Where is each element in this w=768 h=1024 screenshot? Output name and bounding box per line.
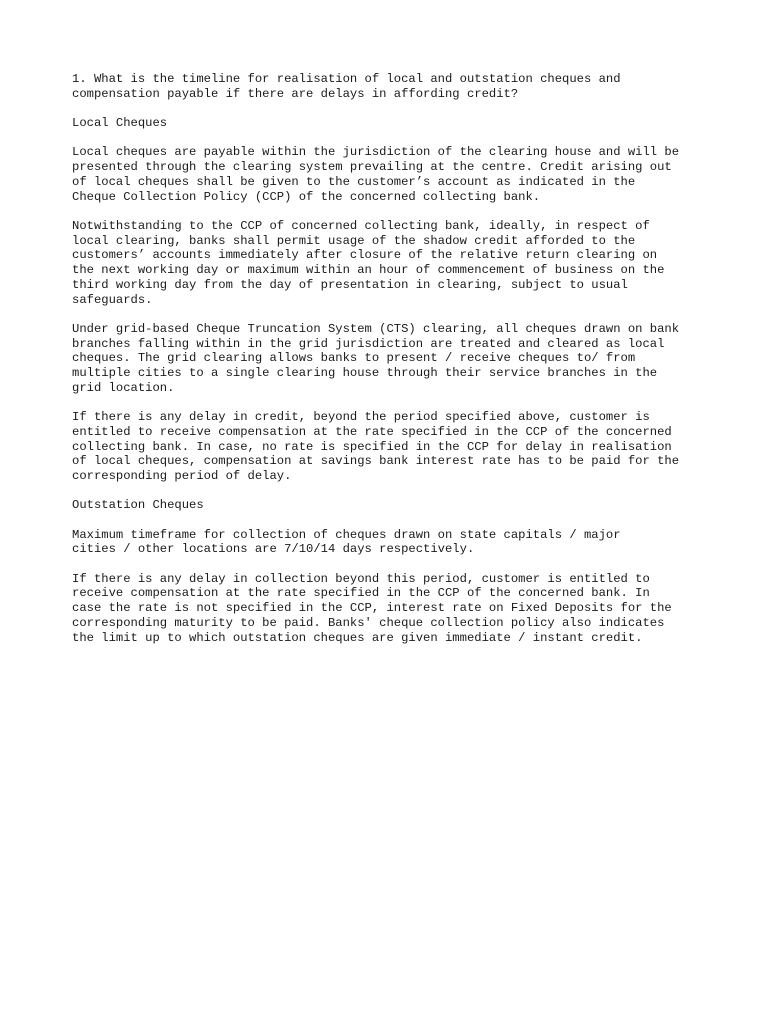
outstation-paragraph-1: Maximum timeframe for collection of cheques drawn on state capitals / major cities / other locations are 7/10/14 days respectively. (72, 527, 621, 557)
local-paragraph-3: Under grid-based Cheque Truncation System (CTS) clearing, all cheques drawn on bank branches falling within in the grid jurisdiction are treated and cleared as local cheques. The grid clearing allows banks to present / receive cheques to/ from multiple cities to a single clearing house through their service branches in the grid location. (72, 321, 680, 395)
local-paragraph-4: If there is any delay in credit, beyond the period specified above, customer is entitled to receive compensation at the rate specified in the CCP of the concerned collecting bank. In case, no rate is specified in the CCP for delay in realisation of local cheques, compensation at savings bank interest rate has to be paid for the corresponding period of delay. (72, 410, 680, 483)
outstation-cheques-heading: Outstation Cheques (72, 498, 204, 513)
local-paragraph-1: Local cheques are payable within the jurisdiction of the clearing house and will be presented through the clearing system prevailing at the centre. Credit arising out of local cheques shall be given to the customer’s account as indicated in the Cheque Collection Policy (CCP) of the concerned collecting bank. (72, 145, 680, 204)
document-page (72, 72, 712, 660)
local-paragraph-2: Notwithstanding to the CCP of concerned collecting bank, ideally, in respect of local clearing, banks shall permit usage of the shadow credit afforded to the customers’ accounts immediately after closure of the relative return clearing on the next working day or maximum within an hour of commencement of business on the third working day from the day of presentation in clearing, subject to usual safeguards. (72, 218, 665, 307)
outstation-paragraph-2: If there is any delay in collection beyond this period, customer is entitled to receive compensation at the rate specified in the CCP of the concerned bank. In case the rate is not specified in the CCP, interest rate on Fixed Deposits for the corresponding maturity to be paid. Banks' cheque collection policy also indicates the limit up to which outstation cheques are given immediate / instant credit. (72, 571, 672, 645)
local-cheques-heading: Local Cheques (72, 116, 168, 131)
question-heading: 1. What is the timeline for realisation of local and outstation cheques and compensation payable if there are delays in affording credit? (72, 72, 621, 101)
